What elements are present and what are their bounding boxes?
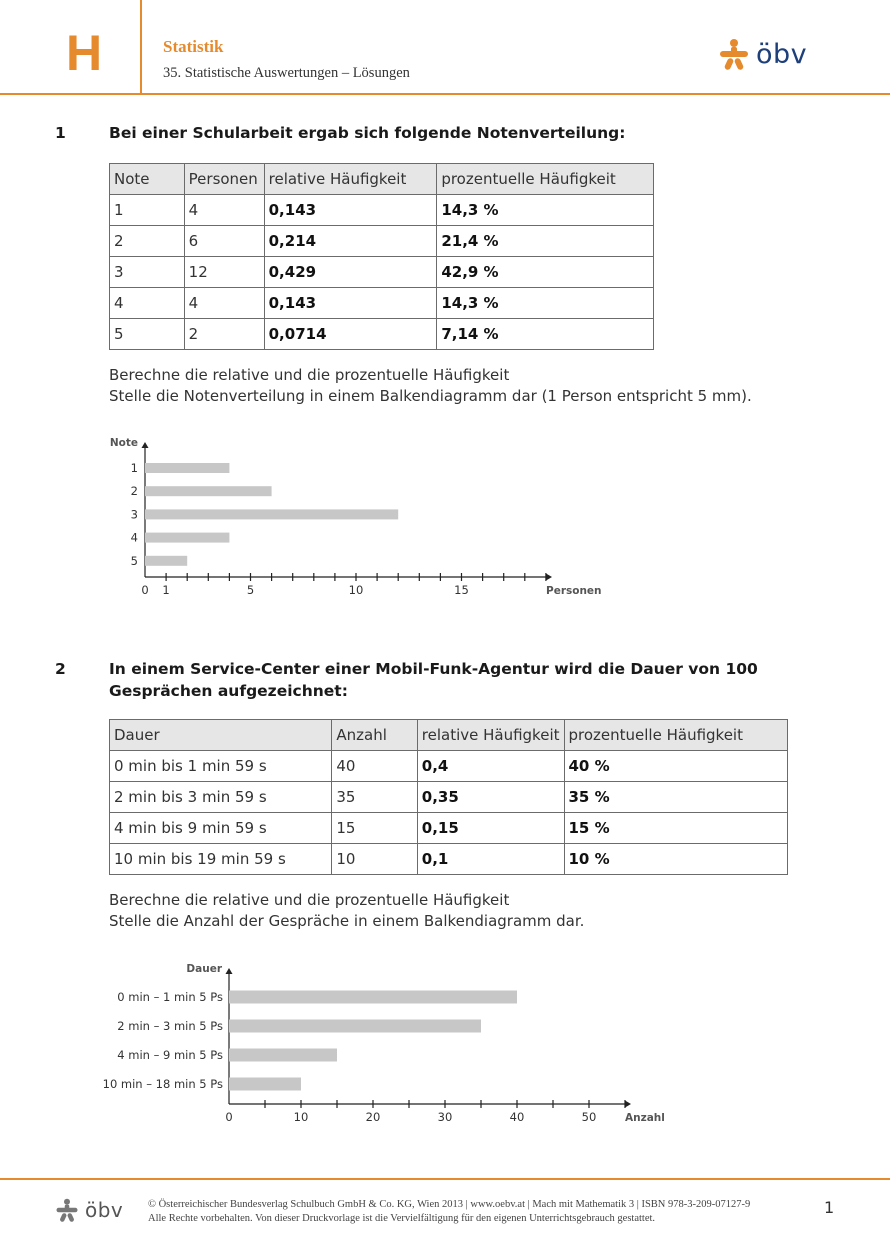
table-cell: 15 (332, 813, 417, 844)
task-1-title: Bei einer Schularbeit ergab sich folgende Notenverteilung: (109, 124, 626, 142)
x-tick-label: 10 (348, 583, 364, 597)
table-cell: 0,214 (264, 226, 437, 257)
publisher-logo (718, 38, 807, 70)
copyright-line: Alle Rechte vorbehalten. Von dieser Druckvorlage ist die Vervielfältigung für den eigenen Unterrichtsgebrauch gestattet. (148, 1213, 656, 1224)
y-category-label: 0 min – 1 min 5 Ps (117, 990, 223, 1004)
table-cell: 2 (110, 226, 185, 257)
bar (145, 533, 229, 543)
header-cell: Anzahl (332, 720, 417, 751)
obv-star-icon (55, 1198, 79, 1222)
table-row (110, 751, 788, 782)
y-category-label: 5 (130, 553, 138, 568)
x-tick-label: 0 (141, 583, 149, 597)
task-1-number: 1 (55, 124, 66, 142)
page-number: 1 (824, 1198, 835, 1217)
table-cell: 1 (110, 195, 185, 226)
obv-star-icon (718, 38, 750, 70)
table-cell: 4 min bis 9 min 59 s (110, 813, 332, 844)
table-header-row (110, 720, 788, 751)
y-axis-title: Dauer (186, 963, 222, 975)
y-axis-title: Note (109, 437, 138, 449)
bar (145, 486, 272, 496)
header-cell: prozentuelle Häufigkeit (437, 164, 654, 195)
instruction-line: Stelle die Anzahl der Gespräche in einem Balkendiagramm dar. (109, 912, 585, 930)
table-cell: 40 (332, 751, 417, 782)
x-tick-label: 40 (509, 1110, 525, 1124)
table-cell: 14,3 % (437, 288, 654, 319)
y-category-label: 4 (130, 530, 138, 545)
header-cell: Dauer (110, 720, 332, 751)
table-cell: 0,143 (264, 195, 437, 226)
x-axis-arrow (625, 1101, 631, 1108)
bar (229, 1020, 481, 1033)
table-cell: 2 (184, 319, 264, 350)
table-header-row (110, 164, 654, 195)
table-cell: 14,3 % (437, 195, 654, 226)
header-divider-horizontal (0, 93, 890, 95)
grades-bar-chart (0, 430, 890, 620)
footer-logo (55, 1198, 123, 1222)
y-axis-arrow (226, 968, 233, 974)
footer-logo-text: öbv (85, 1198, 124, 1222)
table-cell: 2 min bis 3 min 59 s (110, 782, 332, 813)
x-tick-label: 20 (365, 1110, 381, 1124)
task-2-title: In einem Service-Center einer Mobil-Funk-Agentur wird die Dauer von 100 Gesprächen aufgezeichnet: (109, 660, 758, 700)
instruction-line: Berechne die relative und die prozentuelle Häufigkeit (109, 366, 510, 384)
table-row (110, 319, 654, 350)
table-cell: 0 min bis 1 min 59 s (110, 751, 332, 782)
task-2-instructions (109, 890, 584, 932)
copyright-notice (148, 1198, 750, 1226)
table-cell: 10 (332, 844, 417, 875)
table-cell: 15 % (564, 813, 788, 844)
table-cell: 40 % (564, 751, 788, 782)
header-divider-vertical (140, 0, 142, 94)
table-cell: 0,4 (417, 751, 564, 782)
x-tick-label: 30 (437, 1110, 453, 1124)
table-cell: 0,35 (417, 782, 564, 813)
table-cell: 35 (332, 782, 417, 813)
x-tick-label: 15 (454, 583, 469, 597)
x-tick-label: 0 (225, 1110, 233, 1124)
table-cell: 35 % (564, 782, 788, 813)
table-cell: 0,143 (264, 288, 437, 319)
table-cell: 0,0714 (264, 319, 437, 350)
table-cell: 10 % (564, 844, 788, 875)
y-category-label: 4 min – 9 min 5 Ps (117, 1048, 223, 1062)
y-category-label: 2 min – 3 min 5 Ps (117, 1019, 223, 1033)
x-tick-label: 5 (246, 583, 255, 597)
bar (229, 1049, 337, 1062)
table-cell: 0,429 (264, 257, 437, 288)
table-row (110, 844, 788, 875)
section-letter: H (66, 25, 103, 81)
copyright-line: © Österreichischer Bundesverlag Schulbuch GmbH & Co. KG, Wien 2013 | www.oebv.at | Mach mit Mathematik 3 | ISBN 978-3-209-07127-9 (148, 1199, 751, 1210)
table-cell: 10 min bis 19 min 59 s (110, 844, 332, 875)
table-row (110, 288, 654, 319)
y-category-label: 3 (130, 507, 138, 522)
subject-title: Statistik (163, 37, 224, 56)
x-tick-label: 10 (293, 1110, 309, 1124)
task-2-number: 2 (55, 660, 66, 678)
header-cell: Note (110, 164, 185, 195)
y-category-label: 2 (130, 484, 138, 499)
instruction-line: Stelle die Notenverteilung in einem Balkendiagramm dar (1 Person entspricht 5 mm). (109, 387, 752, 405)
bar (229, 991, 517, 1004)
task-1-instructions (109, 365, 752, 407)
x-axis-title: Anzahl (625, 1112, 665, 1124)
header-cell: relative Häufigkeit (417, 720, 564, 751)
y-axis-arrow (142, 442, 149, 448)
bar (145, 556, 187, 566)
table-cell: 4 (110, 288, 185, 319)
table-cell: 7,14 % (437, 319, 654, 350)
table-cell: 6 (184, 226, 264, 257)
bar (145, 509, 398, 519)
calls-bar-chart (0, 960, 890, 1140)
table-row (110, 782, 788, 813)
table-cell: 4 (184, 288, 264, 319)
table-row (110, 813, 788, 844)
header-cell: Personen (184, 164, 264, 195)
instruction-line: Berechne die relative und die prozentuelle Häufigkeit (109, 891, 510, 909)
logo-text: öbv (756, 38, 808, 70)
bar (229, 1078, 301, 1091)
table-cell: 21,4 % (437, 226, 654, 257)
y-category-label: 1 (130, 461, 138, 475)
table-cell: 5 (110, 319, 185, 350)
table-row (110, 195, 654, 226)
header-cell: relative Häufigkeit (264, 164, 437, 195)
x-axis-title: Personen (546, 585, 602, 597)
table-cell: 3 (110, 257, 185, 288)
x-tick-label: 50 (581, 1110, 597, 1124)
bar (145, 463, 229, 473)
y-category-label: 10 min – 18 min 5 Ps (102, 1077, 223, 1091)
calls-table (109, 719, 788, 875)
table-row (110, 257, 654, 288)
table-cell: 0,15 (417, 813, 564, 844)
table-cell: 12 (184, 257, 264, 288)
x-tick-label: 1 (162, 583, 170, 597)
chapter-title: 35. Statistische Auswertungen – Lösungen (163, 65, 410, 81)
table-row (110, 226, 654, 257)
header-cell: prozentuelle Häufigkeit (564, 720, 788, 751)
x-axis-arrow (546, 574, 552, 581)
footer-divider (0, 1178, 890, 1180)
grades-table (109, 163, 654, 350)
table-cell: 0,1 (417, 844, 564, 875)
table-cell: 42,9 % (437, 257, 654, 288)
table-cell: 4 (184, 195, 264, 226)
